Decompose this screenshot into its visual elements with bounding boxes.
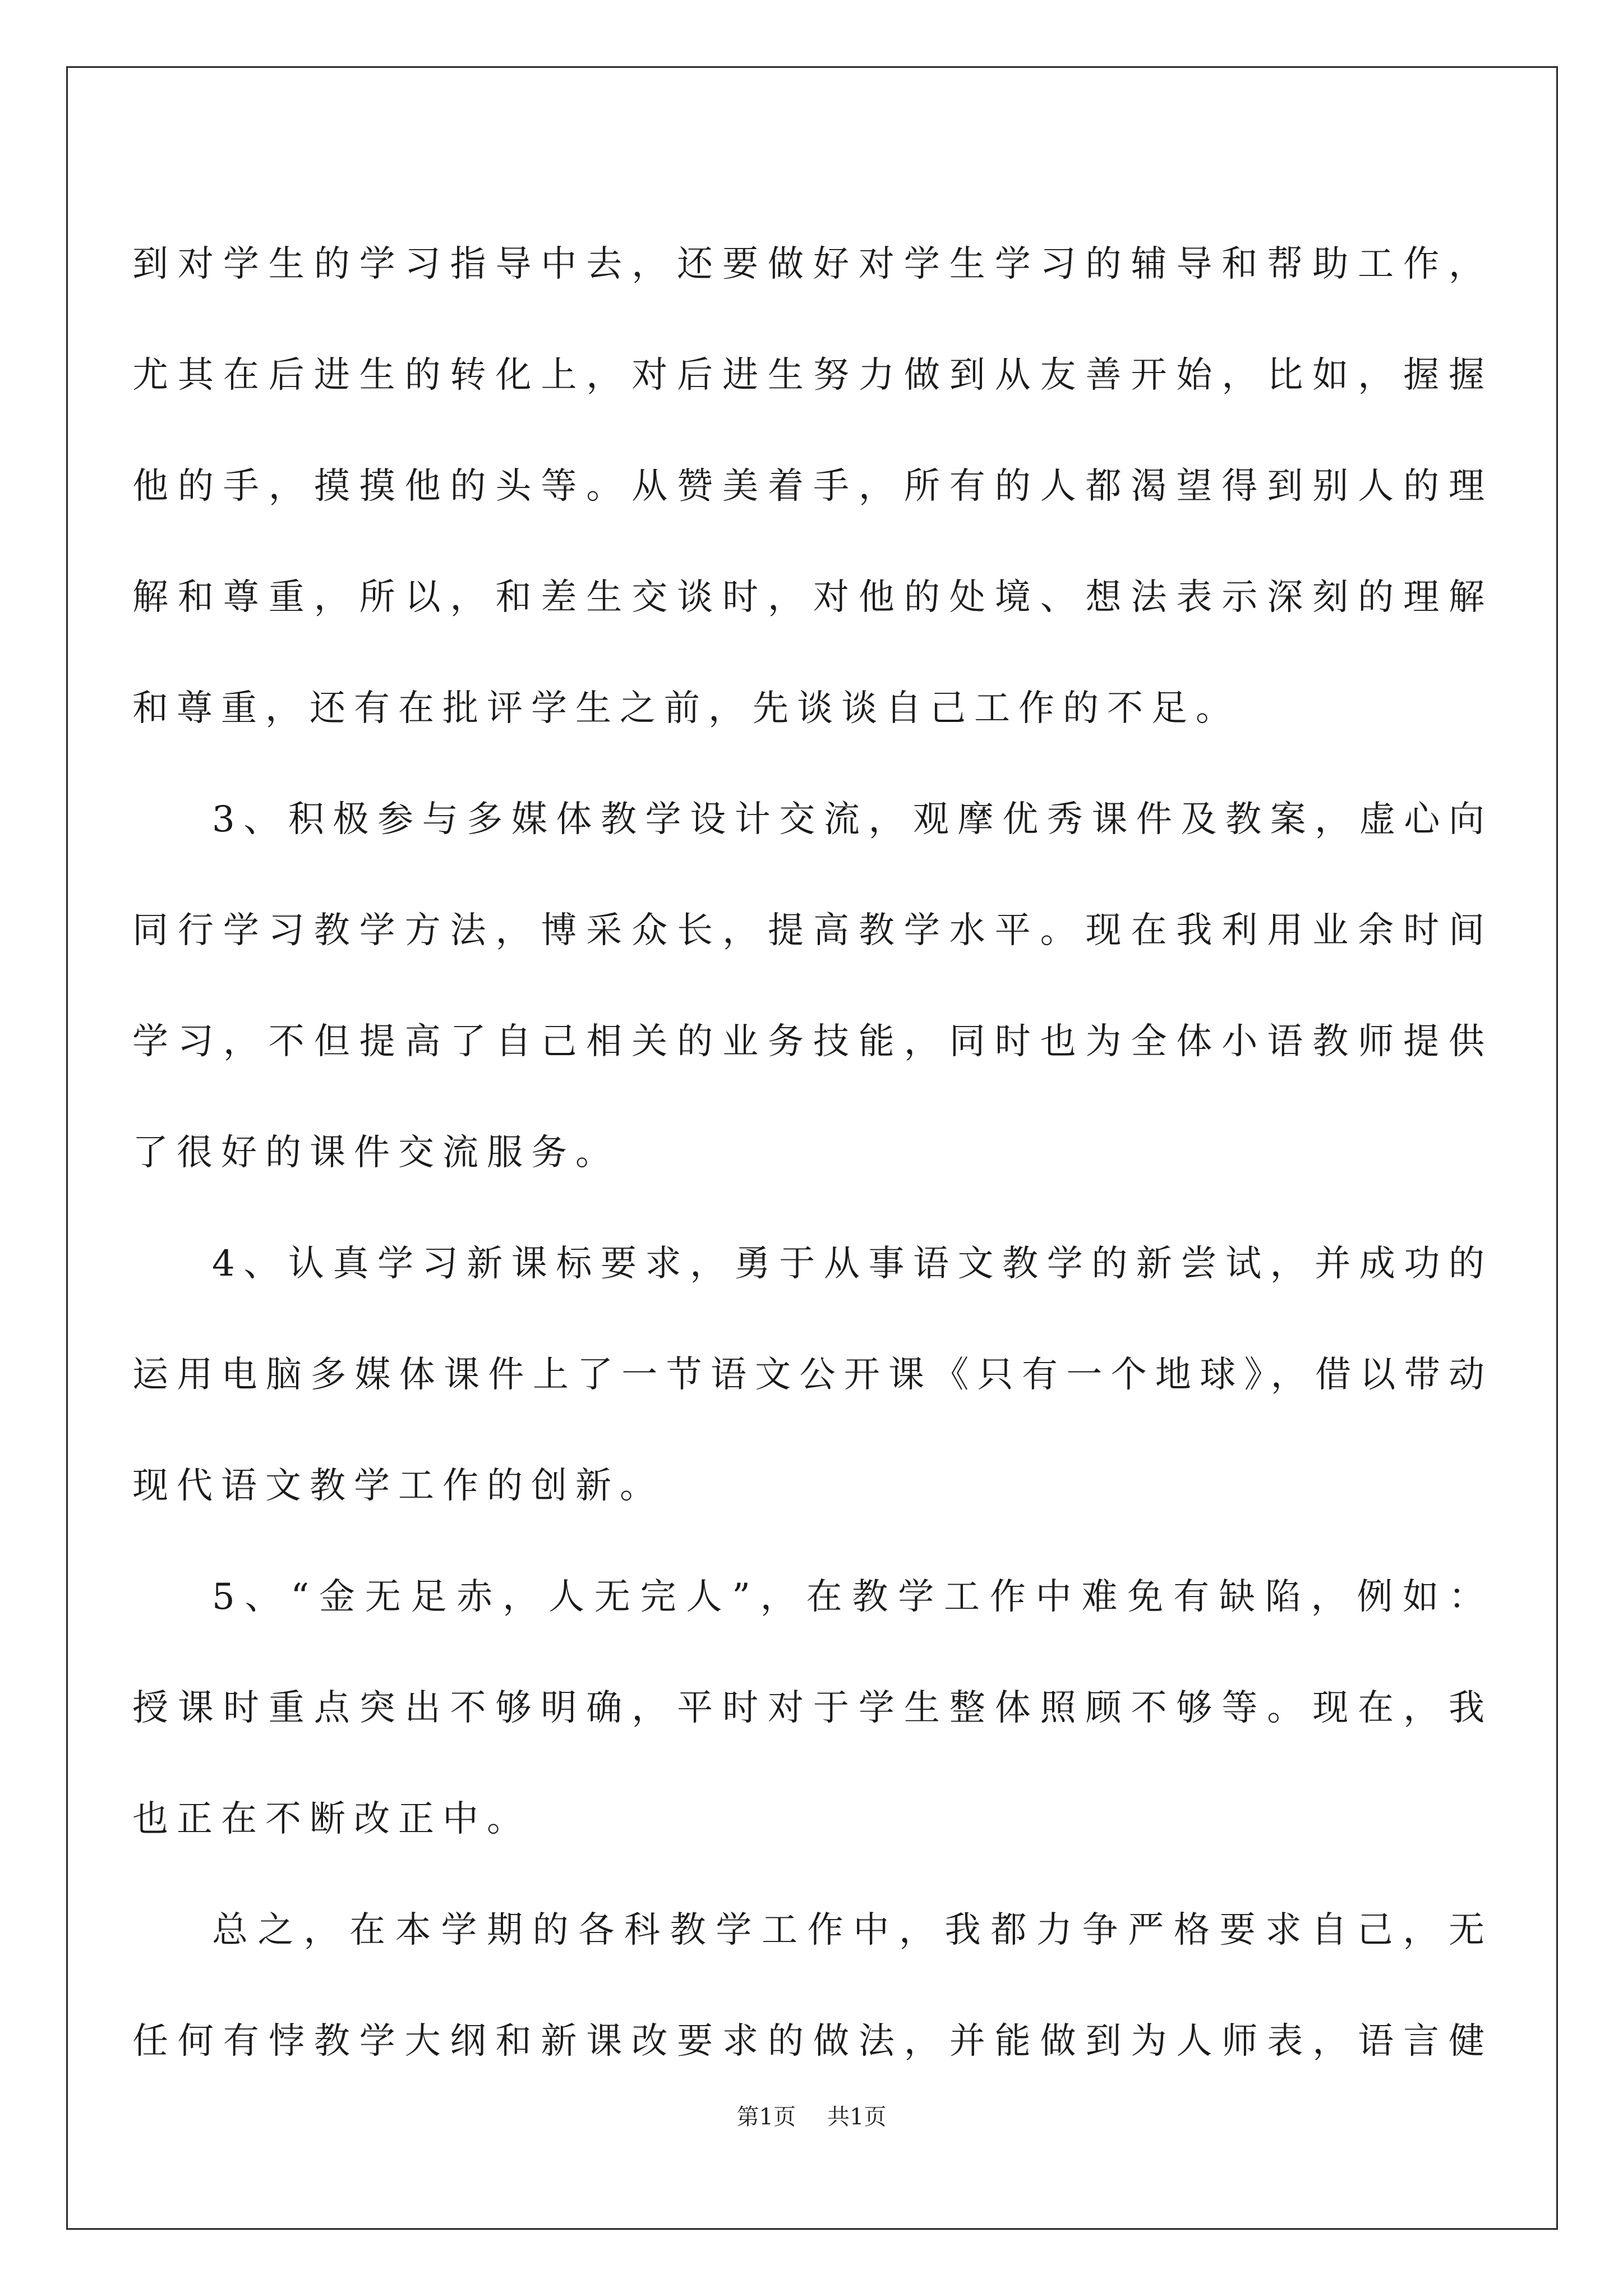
paragraph-4	[132, 1542, 1493, 1875]
text-line: 同行学习教学方法，博采众长，提高教学水平。现在我利用业余时间	[132, 910, 1493, 951]
paragraph-3	[132, 1208, 1493, 1542]
text-line: 5、“金无足赤，人无完人”，在教学工作中难免有缺陷，例如：	[212, 1576, 1493, 1618]
text-line: 总之，在本学期的各科教学工作中，我都力争严格要求自己，无	[212, 1910, 1493, 1951]
page-footer	[0, 2099, 1623, 2131]
text-line: 3、积极参与多媒体教学设计交流，观摩优秀课件及教案，虚心向	[212, 799, 1493, 840]
text-line: 解和尊重，所以，和差生交谈时，对他的处境、想法表示深刻的理解	[132, 577, 1493, 618]
page-number: 第1页	[736, 2104, 796, 2130]
text-line: 了很好的课件交流服务。	[132, 1132, 620, 1174]
page-total: 共1页	[827, 2104, 887, 2130]
text-line: 任何有悖教学大纲和新课改要求的做法，并能做到为人师表，语言健	[132, 2021, 1493, 2062]
text-line: 和尊重，还有在批评学生之前，先谈谈自己工作的不足。	[132, 688, 1240, 729]
paragraph-1	[132, 209, 1493, 764]
text-line: 现代语文教学工作的创新。	[132, 1465, 664, 1507]
text-line: 4、认真学习新课标要求，勇于从事语文教学的新尝试，并成功的	[212, 1243, 1493, 1285]
document-body	[132, 209, 1493, 2097]
paragraph-5	[132, 1875, 1493, 2097]
text-line: 授课时重点突出不够明确，平时对于学生整体照顾不够等。现在，我	[132, 1687, 1493, 1729]
text-line: 到对学生的学习指导中去，还要做好对学生学习的辅导和帮助工作，	[132, 243, 1493, 285]
text-line: 他的手，摸摸他的头等。从赞美着手，所有的人都渴望得到别人的理	[132, 466, 1493, 507]
text-line: 尤其在后进生的转化上，对后进生努力做到从友善开始，比如，握握	[132, 355, 1493, 396]
text-line: 学习，不但提高了自己相关的业务技能，同时也为全体小语教师提供	[132, 1021, 1493, 1062]
text-line: 也正在不断改正中。	[132, 1798, 531, 1840]
text-line: 运用电脑多媒体课件上了一节语文公开课《只有一个地球》，借以带动	[132, 1354, 1493, 1396]
paragraph-2	[132, 764, 1493, 1208]
